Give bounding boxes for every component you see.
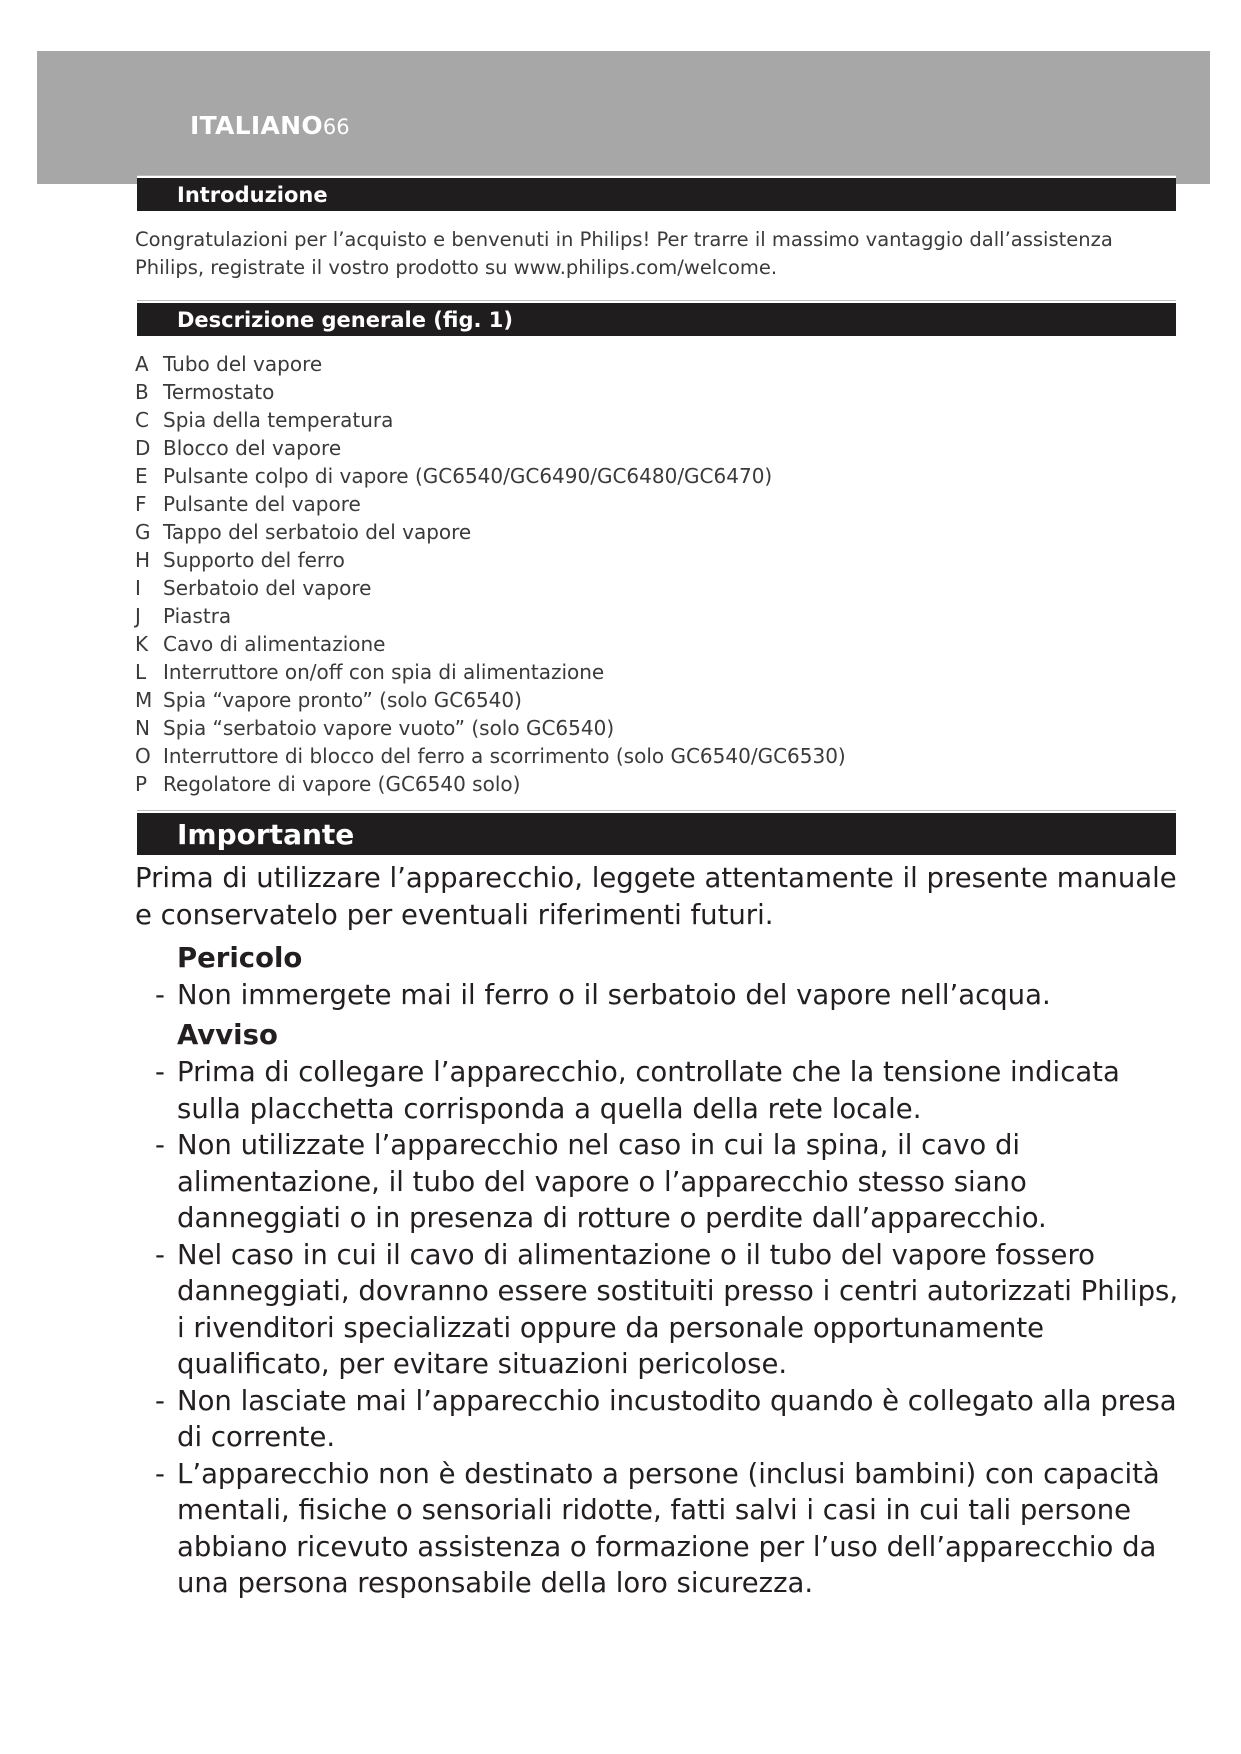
warning-item-text: Prima di collegare l’apparecchio, controllate che la tensione indicata sulla placchetta corrisponda a quella della rete locale. [177, 1056, 1120, 1125]
warning-item-text: Nel caso in cui il cavo di alimentazione o il tubo del vapore fossero danneggiati, dovranno essere sostituiti presso i centri autorizzati Philips, i rivenditori specializzati oppure da personale opportunamente qualificato, per evitare situazioni pericolose. [177, 1238, 1179, 1380]
part-letter: G [135, 520, 151, 544]
part-letter: F [135, 492, 147, 516]
section-heading-general-description: Descrizione generale (fig. 1) [137, 301, 1176, 336]
part-label: Spia della temperatura [163, 408, 394, 432]
part-label: Serbatoio del vapore [163, 576, 372, 600]
part-letter: J [135, 604, 141, 628]
part-label: Termostato [163, 380, 275, 404]
list-item: - Non utilizzate l’apparecchio nel caso in cui la spina, il cavo di alimentazione, il tubo del vapore o l’apparecchio stesso siano danneggiati o in presenza di rotture o perdite dall’apparecchio. [155, 1129, 1047, 1234]
section-heading-important: Importante [137, 811, 1176, 855]
list-item: - Non lasciate mai l’apparecchio incustodito quando è collegato alla presa di corrente. [155, 1384, 1177, 1453]
part-letter: E [135, 464, 148, 488]
list-item [135, 406, 846, 434]
part-label: Blocco del vapore [163, 436, 342, 460]
part-letter: K [135, 632, 149, 656]
part-label: Interruttore on/off con spia di alimentazione [163, 660, 605, 684]
list-item [135, 658, 846, 686]
page-header [190, 108, 350, 145]
part-letter: A [135, 352, 149, 376]
list-item [135, 462, 846, 490]
list-item [135, 574, 846, 602]
list-item [135, 518, 846, 546]
warning-list [155, 1054, 1185, 1602]
warning-heading: Avviso [177, 1019, 278, 1051]
part-letter: P [135, 772, 148, 796]
list-item [135, 630, 846, 658]
warning-item-text: Non lasciate mai l’apparecchio incustodito quando è collegato alla presa di corrente. [177, 1384, 1177, 1453]
part-letter: H [135, 548, 151, 572]
list-item [135, 742, 846, 770]
important-intro-text: Prima di utilizzare l’apparecchio, leggete attentamente il presente manuale e conservatelo per eventuali riferimenti futuri. [135, 862, 1177, 931]
danger-heading: Pericolo [177, 942, 303, 974]
list-item: - L’apparecchio non è destinato a persone (inclusi bambini) con capacità mentali, fisiche o sensoriali ridotte, fatti salvi i casi in cui tali persone abbiano ricevuto assistenza o formazione per l’uso dell’apparecchio da una persona responsabile della loro sicurezza. [155, 1457, 1160, 1599]
list-item [135, 378, 846, 406]
part-label: Cavo di alimentazione [163, 632, 386, 656]
part-letter: I [135, 576, 141, 600]
warning-item-text: L’apparecchio non è destinato a persone (inclusi bambini) con capacità mentali, fisiche o sensoriali ridotte, fatti salvi i casi in cui tali persone abbiano ricevuto assistenza o formazione per l’uso dell’apparecchio da una persona responsabile della loro sicurezza. [177, 1457, 1160, 1599]
list-item [135, 434, 846, 462]
part-label: Tappo del serbatoio del vapore [163, 520, 472, 544]
part-letter: C [135, 408, 149, 432]
list-item [135, 602, 846, 630]
part-label: Interruttore di blocco del ferro a scorrimento (solo GC6540/GC6530) [163, 744, 846, 768]
part-letter: B [135, 380, 149, 404]
part-label: Pulsante colpo di vapore (GC6540/GC6490/GC6480/GC6470) [163, 464, 773, 488]
introduction-text: Congratulazioni per l’acquisto e benvenuti in Philips! Per trarre il massimo vantaggio dall’assistenza Philips, registrate il vostro prodotto su www.philips.com/welcome. [135, 228, 1113, 279]
list-item [135, 714, 846, 742]
part-letter: M [135, 688, 153, 712]
part-label: Spia “vapore pronto” (solo GC6540) [163, 688, 522, 712]
part-letter: L [135, 660, 147, 684]
part-label: Supporto del ferro [163, 548, 345, 572]
part-label: Regolatore di vapore (GC6540 solo) [163, 772, 521, 796]
list-item [135, 686, 846, 714]
list-item [135, 770, 846, 798]
list-item [135, 350, 846, 378]
part-letter: D [135, 436, 151, 460]
language-label: ITALIANO [190, 111, 323, 140]
part-label: Pulsante del vapore [163, 492, 361, 516]
part-label: Tubo del vapore [163, 352, 323, 376]
danger-item-text: Non immergete mai il ferro o il serbatoio del vapore nell’acqua. [177, 979, 1051, 1011]
part-letter: O [135, 744, 151, 768]
list-item: - Nel caso in cui il cavo di alimentazione o il tubo del vapore fossero danneggiati, dovranno essere sostituiti presso i centri autorizzati Philips, i rivenditori specializzati oppure da personale opportunamente qualificato, per evitare situazioni pericolose. [155, 1238, 1179, 1380]
danger-list [155, 977, 1185, 1014]
part-letter: N [135, 716, 150, 740]
parts-list [135, 350, 846, 798]
list-item [135, 546, 846, 574]
list-item [135, 490, 846, 518]
part-label: Spia “serbatoio vapore vuoto” (solo GC6540) [163, 716, 615, 740]
page-number: 66 [322, 115, 350, 139]
section-heading-introduction: Introduzione [137, 176, 1176, 211]
part-label: Piastra [163, 604, 232, 628]
list-item: - Non immergete mai il ferro o il serbatoio del vapore nell’acqua. [155, 979, 1051, 1011]
warning-item-text: Non utilizzate l’apparecchio nel caso in cui la spina, il cavo di alimentazione, il tubo del vapore o l’apparecchio stesso siano danneggiati o in presenza di rotture o perdite dall’apparecchio. [177, 1129, 1047, 1234]
list-item: - Prima di collegare l’apparecchio, controllate che la tensione indicata sulla placchetta corrisponda a quella della rete locale. [155, 1056, 1120, 1125]
